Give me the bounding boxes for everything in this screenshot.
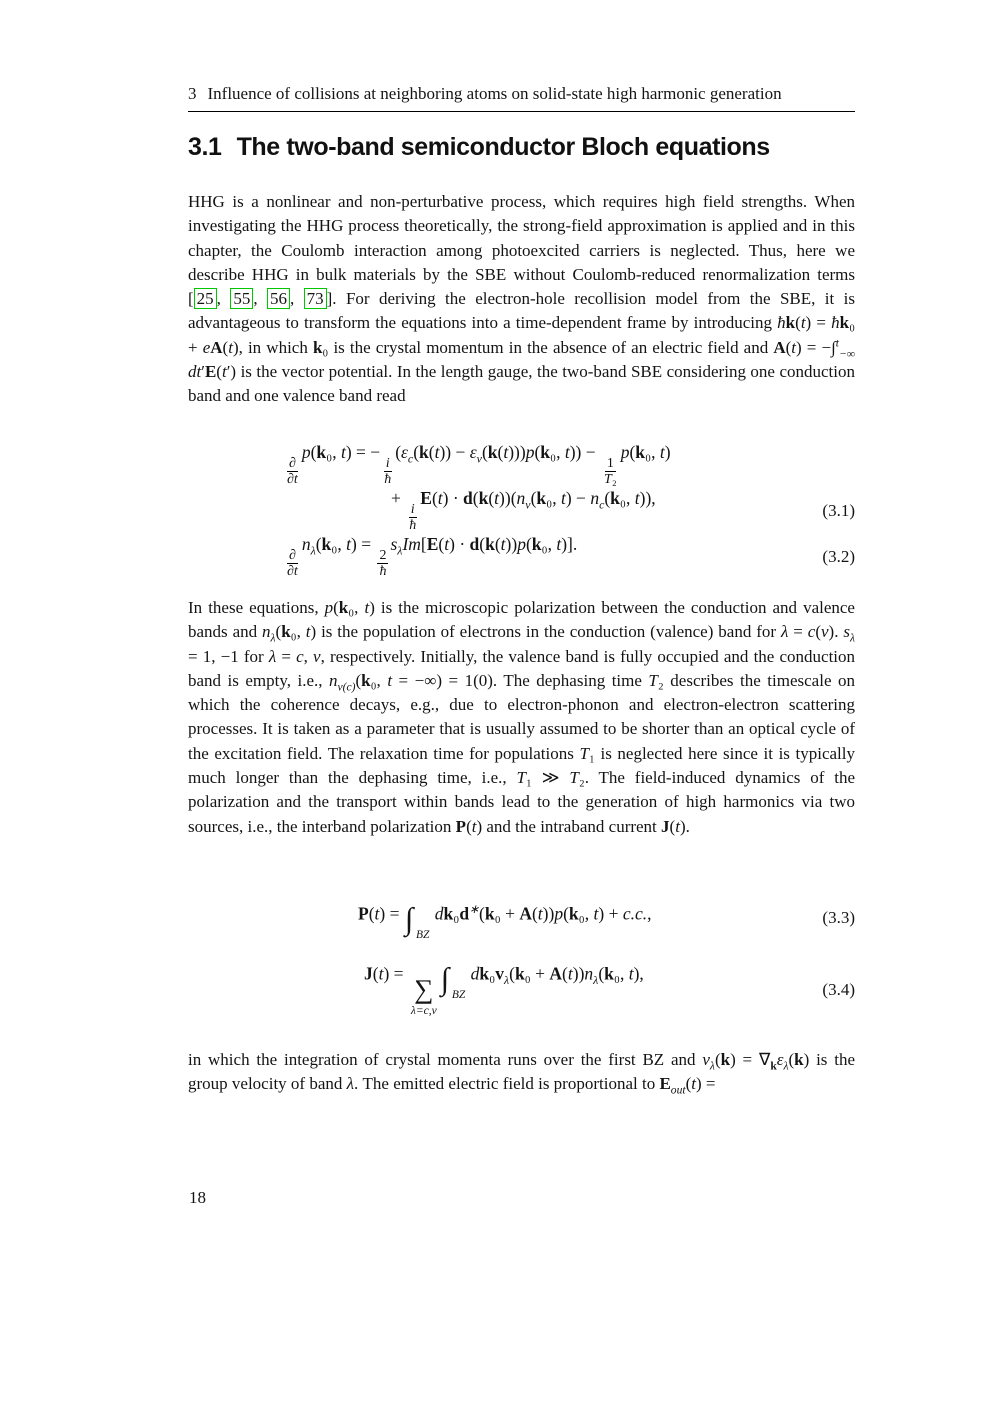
equation-3-3: P(t) = ∫ BZ dk₀d∗(k₀ + A(t))p(k₀, t) + c.c., — [358, 900, 652, 941]
equation-3-1-line1: $\frac{\partial}{\partial t}$ p(k₀, t) = − $\frac{i}{ħ}$ $(\varepsilon_c(k(t)) - \varepsilon_v(k(t)))p(k_0$, t)) − $\frac{1}{\text{T₂}}$ p(k₀, t) — [287, 442, 671, 488]
equation-number-3-2: (3.2) — [822, 547, 855, 566]
paragraph-intro: HHG is a nonlinear and non-perturbative process, which requires high field strengths. When investigating the HHG process theoretically, the strong-field approximation is applied and in this chapter, the Coulomb interaction among photoexcited carriers is neglected. Thus, here we describe HHG in bulk materials by the SBE without Coulomb-reduced renormalization terms [ 25 , 55 , 56 , 73 ]. For deriving the electron-hole recollision model from the SBE, it is advantageous to transform the equations into a time-dependent frame by introducing ħk(t) = ħk₀ + eA(t), in which k₀ is the crystal momentum in the absence of an electric field and A(t) = −∫$^t_{-\infty}$ dt′E(t′) is the vector potential. In the length gauge, the two-band SBE considering one conduction band and one valence band read — [188, 192, 856, 406]
integral-operator: ∫ BZ — [440, 960, 466, 1001]
paragraph-explanation: In these equations, p(k₀, t) is the microscopic polarization between the conduction and valence bands and $n_\lambda(k_0$, t) is the population of electrons in the conduction (valence) band for λ = c(v). $s_\lambda = 1$, −1 for λ = c, v, respectively. Initially, the valence band is fully occupied and the conduction band is empty, i.e., $n_{v(c)}(k_0$, t = −∞) = 1(0). The dephasing time T₂ describes the timescale on which the coherence decays, e.g., due to electron-phonon and electron-electron scattering processes. It is taken as a parameter that is usually assumed to be shorter than an optical cycle of the excitation field. The relaxation time for populations T₁ is neglected here since it is typically much longer than the dephasing time, i.e., T₁ ≫ T₂. The field-induced dynamics of the polarization and the transport within bands lead to the generation of high harmonics via two sources, i.e., the interband polarization P(t) and the intraband current J(t). — [188, 598, 856, 836]
equation-3-1-line2: + $\frac{i}{ħ}$ $E(t) \cdot d(k(t))(n_v(k_0$, $t) - n_c(k_0$, t)), — [391, 488, 656, 534]
citation-link[interactable]: 56 — [267, 288, 290, 309]
equation-number-3-3: (3.3) — [822, 908, 855, 927]
section-heading — [188, 133, 770, 162]
equation-3-1-row1 — [188, 442, 855, 488]
equation-number-3-4: (3.4) — [822, 980, 855, 999]
citation-link[interactable]: 73 — [304, 288, 327, 309]
section-number: 3.1 — [188, 133, 222, 161]
equation-3-2: $\frac{\partial}{\partial t}$ $n_\lambda(k_0$, t) = $\frac{2}{ħ}$ $s_\lambda Im[E(t) \cdot d(k(t))p(k_0$, t)]. — [287, 534, 578, 580]
section-title: The two-band semiconductor Bloch equations — [236, 133, 770, 161]
equation-group-sbe — [188, 442, 855, 580]
equation-number-3-1: (3.1) — [822, 501, 855, 520]
integral-operator: ∫ BZ — [404, 900, 430, 941]
chapter-number: 3 — [188, 84, 197, 103]
equation-3-2-row — [188, 534, 855, 580]
running-header-title: Influence of collisions at neighboring atoms on solid-state high harmonic generation — [207, 84, 782, 103]
equation-3-4-row — [188, 960, 855, 1020]
equation-3-3-row — [188, 888, 855, 948]
citation-link[interactable]: 25 — [194, 288, 217, 309]
equation-3-4: J(t) = ∑ λ=c,v ∫ BZ $dk_0v_\lambda(k_0 + A(t))n_\lambda(k_0$, t), — [364, 960, 644, 1017]
running-header — [188, 84, 855, 112]
page-number: 18 — [189, 1188, 206, 1207]
sum-operator: ∑ λ=c,v — [410, 973, 437, 1017]
paragraph-closing: in which the integration of crystal momenta runs over the first BZ and $v_\lambda(k) = \nabla_k\varepsilon_\lambda(k)$ is the group velocity of band λ. The emitted electric field is proportional to $E_{out}(t)$ = — [188, 1050, 855, 1097]
equation-3-1-row2 — [188, 488, 855, 534]
citation-link[interactable]: 55 — [230, 288, 253, 309]
